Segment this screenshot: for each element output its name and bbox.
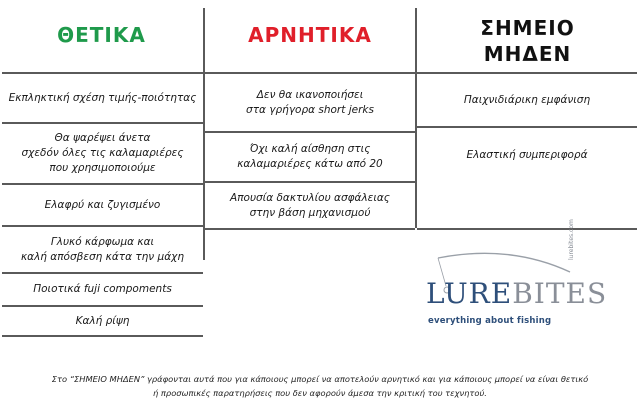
logo-url: lurebites.com: [568, 219, 575, 260]
positive-item: Εκπληκτική σχέση τιμής-ποιότητας: [8, 91, 197, 104]
header-negative: ΑΡΝΗΤΙΚΑ: [248, 23, 372, 47]
positive-item: Θα ψαρέψει άνετα σχεδόν όλες τις καλαμαριέρες που χρησιμοποιούμε: [21, 132, 184, 174]
positive-item: Καλή ρίψη: [75, 314, 130, 327]
zero-point-item: Ελαστική συμπεριφορά: [466, 148, 588, 161]
footnote: Στο “ΣΗΜΕΙΟ ΜΗΔΕΝ” γράφονται αυτά που για κάποιους μπορεί να αποτελούν αρνητικό και για κάποιους μπορεί να είναι θετικό ή προσωπικές παρατηρήσεις που δεν αφορούν άμεσα την κριτική του τεχνητού.: [51, 374, 589, 398]
positive-item: Ποιοτικά fuji compoments: [33, 283, 172, 295]
negative-item: Απουσία δακτυλίου ασφάλειας στην βάση μηχανισμού: [230, 191, 390, 219]
logo-tagline: everything about fishing: [428, 316, 552, 326]
lurebites-logo: [420, 219, 608, 335]
zero-point-item: Παιχνιδιάρικη εμφάνιση: [463, 93, 591, 106]
positive-item: Γλυκό κάρφωμα και καλή απόσβεση κάτα την μάχη: [20, 235, 184, 263]
divider-positive-row: [2, 335, 203, 337]
logo-wordmark: LUREBITES: [426, 277, 608, 310]
negative-item: Όχι καλή αίσθηση στις καλαμαριέρες κάτω από 20: [237, 143, 383, 170]
positive-item: Ελαφρύ και ζυγισμένο: [44, 198, 161, 211]
negative-item: Δεν θα ικανοποιήσει στα γρήγορα short jerks: [246, 88, 374, 116]
divider-negative-row: [205, 228, 415, 230]
header-zero-point: ΣΗΜΕΙΟ ΜΗΔΕΝ: [480, 16, 575, 66]
header-positive: ΘΕΤΙΚΑ: [57, 23, 146, 47]
divider-zero-row: [417, 228, 637, 230]
